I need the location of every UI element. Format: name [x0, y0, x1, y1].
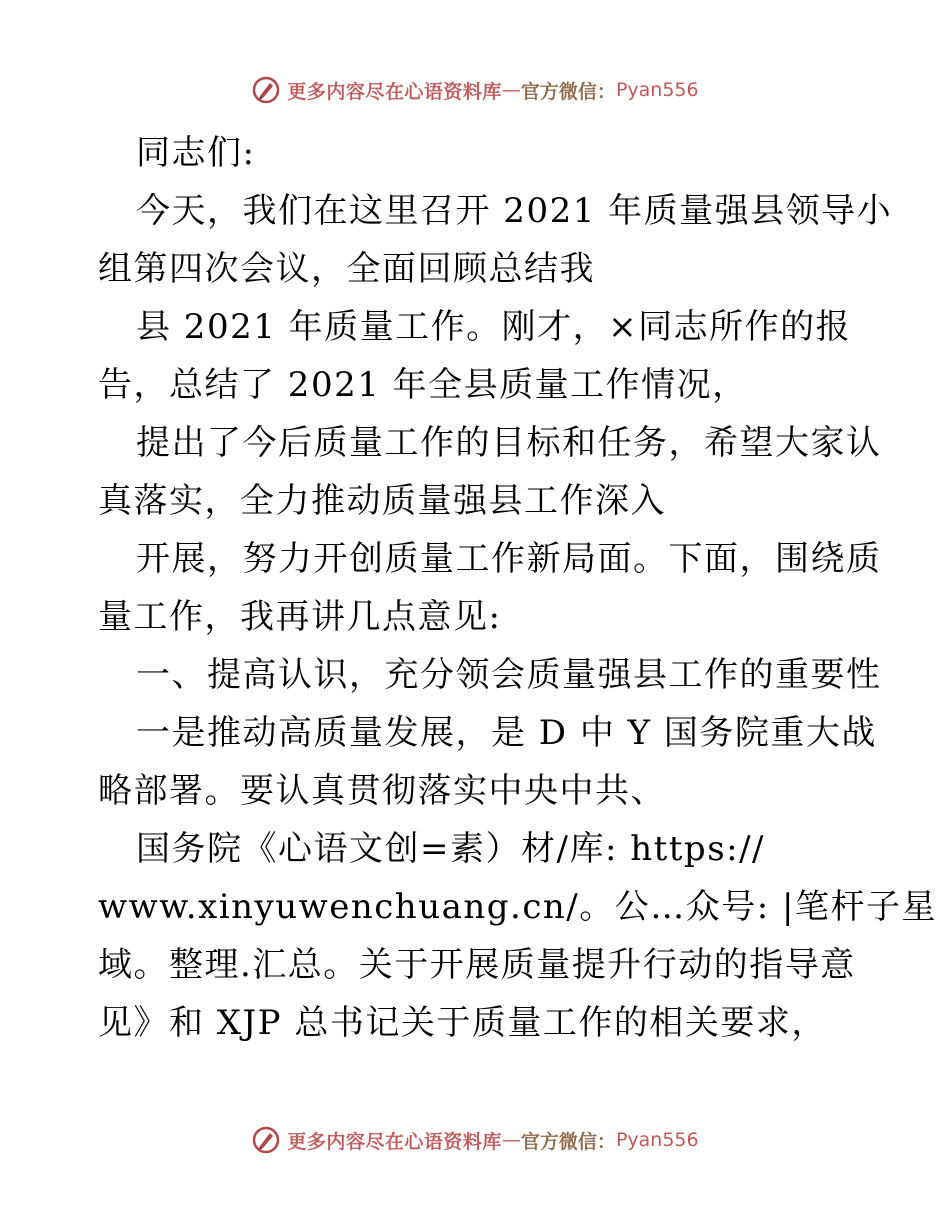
body-line: 组第四次会议，全面回顾总结我 — [98, 249, 595, 289]
body-line: 量工作，我再讲几点意见: — [98, 597, 502, 637]
banner-dash: — — [501, 1129, 521, 1151]
body-line: 开展，努力开创质量工作新局面。下面，围绕质 — [136, 539, 882, 579]
page-header-banner — [0, 72, 950, 108]
body-line: 见》和 XJP 总书记关于质量工作的相关要求， — [98, 1003, 827, 1043]
body-line: 提出了今后质量工作的目标和任务，希望大家认 — [136, 423, 882, 463]
banner-dash: — — [501, 79, 521, 101]
banner-main-text: 更多内容尽在心语资料库 — [287, 80, 502, 103]
banner-main-text: 更多内容尽在心语资料库 — [287, 1130, 502, 1153]
body-line: 告，总结了 2021 年全县质量工作情况， — [98, 365, 748, 405]
body-line: 同志们: — [136, 133, 256, 173]
body-line: 国务院《心语文创=素）材/库: https:// — [136, 829, 766, 869]
banner-wechat-id: Pyan556 — [615, 79, 699, 101]
body-line: www.xinyuwenchuang.cn/。公…众号: |笔杆子星 — [98, 887, 937, 927]
body-line: 略部署。要认真贯彻落实中央中共、 — [98, 771, 666, 811]
body-line: 一、提高认识，充分领会质量强县工作的重要性 — [136, 655, 882, 695]
document-body — [98, 124, 937, 1052]
body-line: 域。整理.汇总。关于开展质量提升行动的指导意 — [98, 945, 856, 985]
body-line: 一是推动高质量发展，是 D 中 Y 国务院重大战 — [136, 713, 877, 753]
body-line: 今天，我们在这里召开 2021 年质量强县领导小 — [136, 191, 893, 231]
body-line: 真落实，全力推动质量强县工作深入 — [98, 481, 666, 521]
banner-wechat-id: Pyan556 — [615, 1129, 699, 1151]
pen-logo-icon — [251, 1125, 281, 1155]
pen-logo-icon — [251, 75, 281, 105]
banner-wechat-label: 官方微信： — [520, 1130, 616, 1153]
page-footer-banner — [0, 1122, 950, 1158]
body-line: 县 2021 年质量工作。刚才，×同志所作的报 — [136, 307, 852, 347]
banner-wechat-label: 官方微信： — [520, 80, 616, 103]
